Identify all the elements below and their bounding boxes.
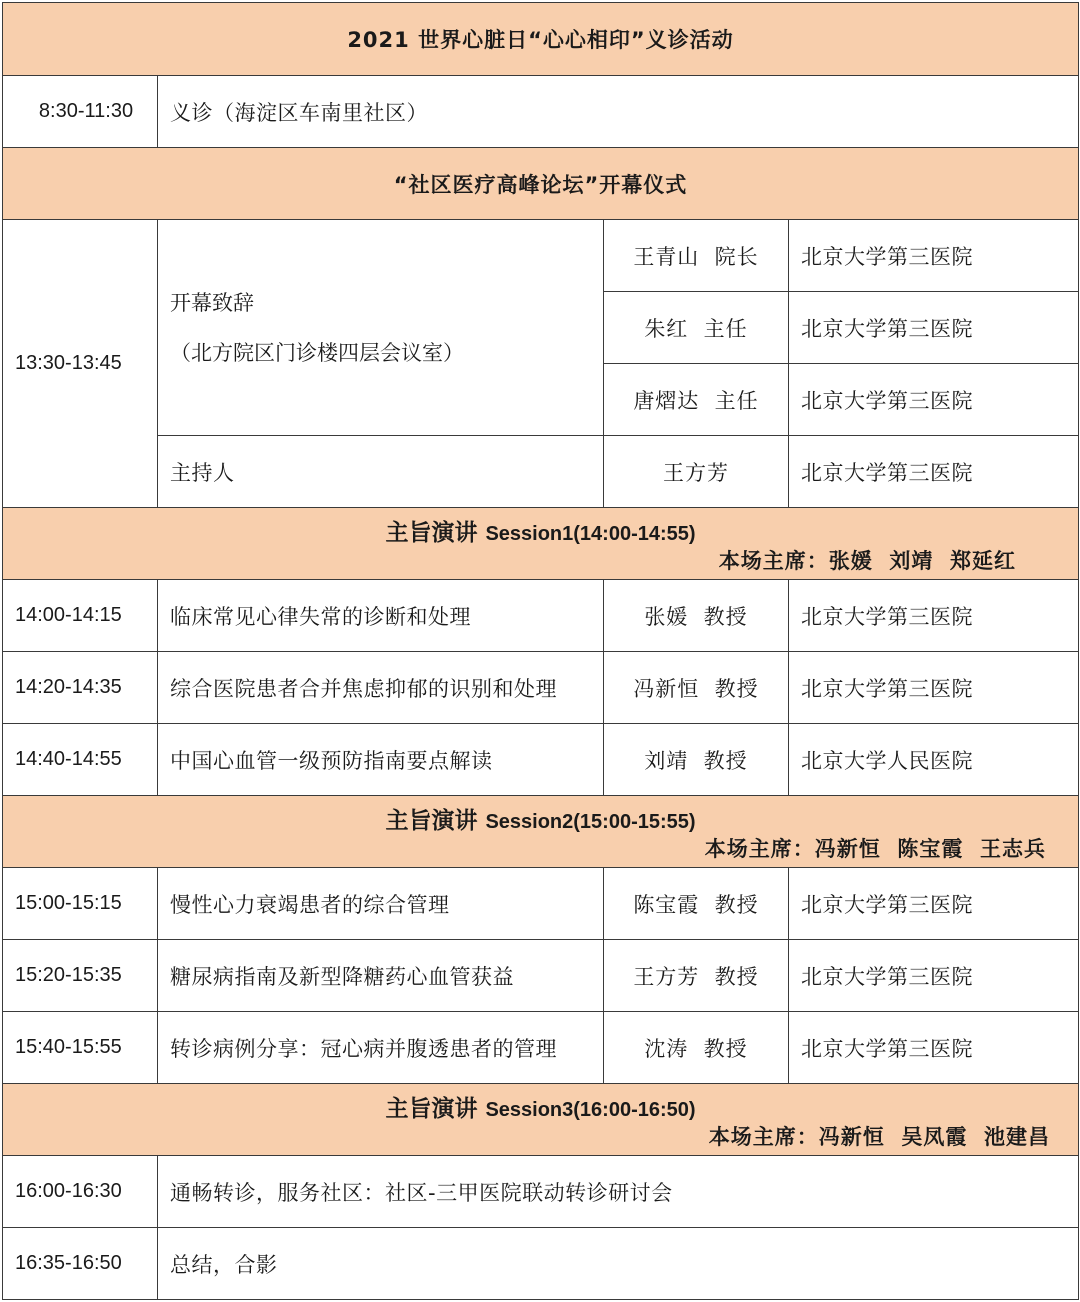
opening-inst: 北京大学第三医院 bbox=[789, 220, 1079, 292]
talk-topic: 通畅转诊，服务社区：社区-三甲医院联动转诊研讨会 bbox=[158, 1156, 1079, 1228]
schedule-table bbox=[2, 2, 1079, 1300]
clinic-row bbox=[3, 76, 1079, 148]
host-label: 主持人 bbox=[158, 436, 604, 508]
talk-topic: 总结，合影 bbox=[158, 1228, 1079, 1300]
talk-time: 14:00-14:15 bbox=[3, 580, 158, 652]
session-title-en: Session1(14:00-14:55) bbox=[485, 523, 696, 545]
talk-row bbox=[3, 940, 1079, 1012]
talk-time: 15:20-15:35 bbox=[3, 940, 158, 1012]
session-title-cn: 主旨演讲 bbox=[385, 808, 478, 834]
session-header bbox=[3, 1084, 1079, 1156]
talk-row bbox=[3, 724, 1079, 796]
session-banner bbox=[3, 796, 1079, 868]
talk-speaker: 陈宝霞 教授 bbox=[604, 868, 789, 940]
session-banner bbox=[3, 1084, 1079, 1156]
opening-speaker: 朱红 主任 bbox=[604, 292, 789, 364]
page-title: 2021 世界心脏日“心心相印”义诊活动 bbox=[3, 3, 1079, 76]
forum-title: “社区医疗高峰论坛”开幕仪式 bbox=[3, 148, 1079, 220]
talk-inst: 北京大学第三医院 bbox=[789, 580, 1079, 652]
opening-topic bbox=[158, 220, 604, 436]
talk-speaker: 刘靖 教授 bbox=[604, 724, 789, 796]
talk-speaker: 王方芳 教授 bbox=[604, 940, 789, 1012]
session-banner bbox=[3, 508, 1079, 580]
talk-speaker: 沈涛 教授 bbox=[604, 1012, 789, 1084]
session-chairs: 本场主席：冯新恒 吴凤霞 池建昌 bbox=[708, 1125, 1050, 1149]
talk-row bbox=[3, 1156, 1079, 1228]
session-chairs: 本场主席：张媛 刘靖 郑延红 bbox=[718, 549, 1016, 573]
host-inst: 北京大学第三医院 bbox=[789, 436, 1079, 508]
talk-time: 15:40-15:55 bbox=[3, 1012, 158, 1084]
opening-topic-venue: （北方院区门诊楼四层会议室） bbox=[170, 340, 464, 365]
talk-time: 16:00-16:30 bbox=[3, 1156, 158, 1228]
opening-speaker: 唐熠达 主任 bbox=[604, 364, 789, 436]
talk-inst: 北京大学第三医院 bbox=[789, 652, 1079, 724]
talk-topic: 慢性心力衰竭患者的综合管理 bbox=[158, 868, 604, 940]
session-chairs: 本场主席：冯新恒 陈宝霞 王志兵 bbox=[704, 837, 1046, 861]
host-row bbox=[3, 436, 1079, 508]
session-title-en: Session3(16:00-16:50) bbox=[485, 1099, 696, 1121]
talk-topic: 临床常见心律失常的诊断和处理 bbox=[158, 580, 604, 652]
clinic-time: 8:30-11:30 bbox=[3, 76, 158, 148]
talk-row bbox=[3, 1012, 1079, 1084]
talk-topic: 中国心血管一级预防指南要点解读 bbox=[158, 724, 604, 796]
opening-topic-title: 开幕致辞 bbox=[170, 290, 254, 315]
session-title bbox=[3, 1090, 1078, 1123]
talk-time: 14:20-14:35 bbox=[3, 652, 158, 724]
talk-inst: 北京大学第三医院 bbox=[789, 868, 1079, 940]
talk-row bbox=[3, 652, 1079, 724]
header-row bbox=[3, 3, 1079, 76]
opening-inst: 北京大学第三医院 bbox=[789, 364, 1079, 436]
talk-time: 15:00-15:15 bbox=[3, 868, 158, 940]
session-header bbox=[3, 508, 1079, 580]
talk-speaker: 张媛 教授 bbox=[604, 580, 789, 652]
talk-topic: 转诊病例分享：冠心病并腹透患者的管理 bbox=[158, 1012, 604, 1084]
forum-row bbox=[3, 148, 1079, 220]
session-title-cn: 主旨演讲 bbox=[385, 1096, 478, 1122]
host-name: 王方芳 bbox=[604, 436, 789, 508]
opening-row-1 bbox=[3, 220, 1079, 292]
opening-inst: 北京大学第三医院 bbox=[789, 292, 1079, 364]
talk-topic: 综合医院患者合并焦虑抑郁的识别和处理 bbox=[158, 652, 604, 724]
talk-row bbox=[3, 868, 1079, 940]
talk-row bbox=[3, 1228, 1079, 1300]
session-title bbox=[3, 802, 1078, 835]
talk-topic: 糖尿病指南及新型降糖药心血管获益 bbox=[158, 940, 604, 1012]
opening-speaker: 王青山 院长 bbox=[604, 220, 789, 292]
talk-inst: 北京大学第三医院 bbox=[789, 940, 1079, 1012]
session-title-en: Session2(15:00-15:55) bbox=[485, 811, 696, 833]
opening-time: 13:30-13:45 bbox=[3, 220, 158, 508]
talk-time: 14:40-14:55 bbox=[3, 724, 158, 796]
session-title-cn: 主旨演讲 bbox=[385, 520, 478, 546]
talk-row bbox=[3, 580, 1079, 652]
talk-speaker: 冯新恒 教授 bbox=[604, 652, 789, 724]
talk-time: 16:35-16:50 bbox=[3, 1228, 158, 1300]
talk-inst: 北京大学第三医院 bbox=[789, 1012, 1079, 1084]
talk-inst: 北京大学人民医院 bbox=[789, 724, 1079, 796]
session-header bbox=[3, 796, 1079, 868]
clinic-event: 义诊（海淀区车南里社区） bbox=[158, 76, 1079, 148]
session-title bbox=[3, 514, 1078, 547]
